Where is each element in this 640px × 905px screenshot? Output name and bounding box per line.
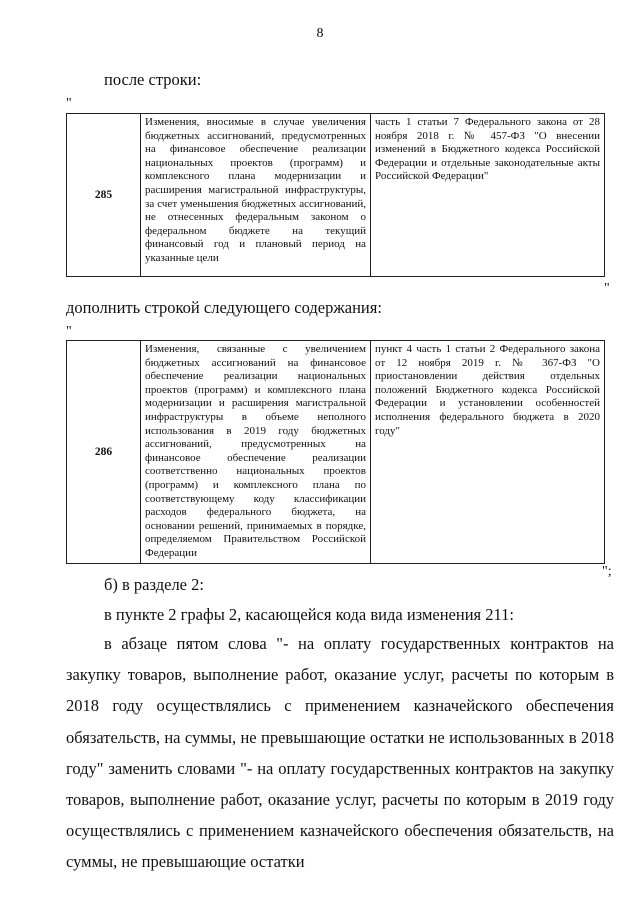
- quote-close-2: ";: [602, 564, 612, 579]
- row-number: 285: [67, 114, 141, 277]
- after-line-text: после строки:: [104, 70, 202, 89]
- add-line-text: дополнить строкой следующего содержания:: [66, 298, 382, 317]
- table-row-285: [66, 113, 605, 277]
- table-row-286: [66, 340, 605, 564]
- quote-open-1: ": [66, 96, 72, 111]
- row-reference: часть 1 статьи 7 Федерального закона от 28 ноября 2018 г. № 457-ФЗ "О внесении изменений в Бюджетного кодекса Российской Федерации и отдельные законодательные акты Российской Федерации": [371, 114, 605, 277]
- body-paragraph: в абзаце пятом слова "- на оплату государственных контрактов на закупку товаров, выполнение работ, оказание услуг, расчеты по которым в 2018 году осуществлялись с применением казначейского обеспечения обязательств, на суммы, не превышающие остатки не использованных в 2018 году" заменить словами "- на оплату государственных контрактов на закупку товаров, выполнение работ, оказание услуг, расчеты по которым в 2019 году осуществлялись с применением казначейского обеспечения обязательств, на суммы, не превышающие остатки: [66, 634, 614, 872]
- quote-close-1: ": [604, 281, 610, 296]
- row-number: 286: [67, 341, 141, 564]
- section-b-heading: б) в разделе 2:: [104, 575, 204, 594]
- point-2-text: в пункте 2 графы 2, касающейся кода вида изменения 211:: [104, 605, 514, 624]
- row-reference: пункт 4 часть 1 статьи 2 Федерального закона от 12 ноября 2019 г. № 367-ФЗ "О приостановлении действия отдельных положений Бюджетного кодекса Российской Федерации и установлении особенностей исполнения федерального бюджета в 2020 году": [371, 341, 605, 564]
- row-description: Изменения, связанные с увеличением бюджетных ассигнований на финансовое обеспечение реализации национальных проектов (программ) и комплексного плана модернизации и расширения магистральной инфраструктуры в объеме неполного использования в 2019 году бюджетных ассигнований, предусмотренных на финансовое обеспечение реализации соответственно национальных проектов (программ) и комплексного плана по соответствующему коду классификации расходов федерального бюджета, на основании решений, принимаемых в порядке, определяемом Правительством Российской Федерации: [141, 341, 371, 564]
- page-number: 8: [316, 26, 324, 41]
- row-description: Изменения, вносимые в случае увеличения бюджетных ассигнований, предусмотренных на финансовое обеспечение реализации национальных проектов (программ) и комплексного плана модернизации и расширения магистральной инфраструктуры, за счет уменьшения бюджетных ассигнований, не отнесенных федеральным законом о федеральном бюджете на текущий финансовый год и плановый период на указанные цели: [141, 114, 371, 277]
- quote-open-2: ": [66, 324, 72, 339]
